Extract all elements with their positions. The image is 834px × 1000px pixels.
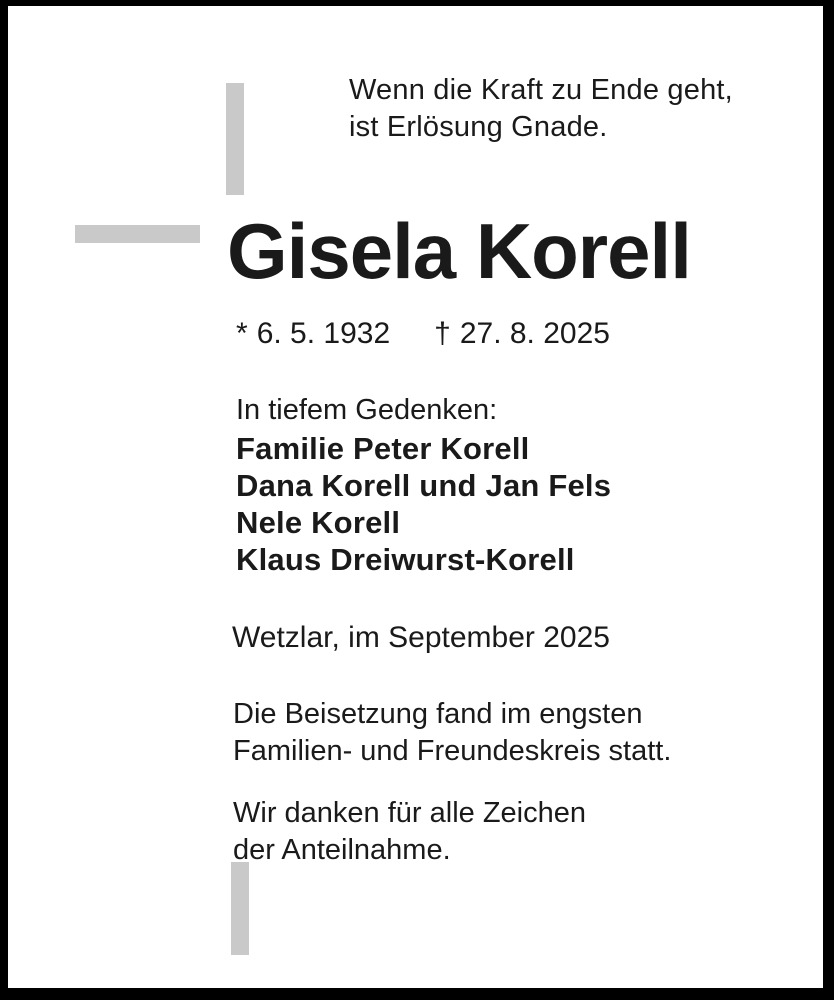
death-cross-icon: † <box>434 317 451 350</box>
mourners-list <box>236 430 611 578</box>
condolence-intro: In tiefem Gedenken: <box>236 394 498 426</box>
birth-star-icon: * <box>236 317 248 350</box>
funeral-note-line-1: Die Beisetzung fand im engsten <box>233 698 643 730</box>
motto-line-2: ist Erlösung Gnade. <box>349 111 608 143</box>
funeral-note-line-2: Familien- und Freundeskreis statt. <box>233 735 672 767</box>
mourner-name: Klaus Dreiwurst-Korell <box>236 542 575 577</box>
thanks-note-line-1: Wir danken für alle Zeichen <box>233 797 586 829</box>
thanks-note-line-2: der Anteilnahme. <box>233 834 451 866</box>
deceased-name: Gisela Korell <box>227 207 691 295</box>
decorative-bar-horizontal <box>75 225 200 243</box>
decorative-bar-vertical-bottom <box>231 862 249 955</box>
birth-date <box>236 316 390 352</box>
life-dates <box>236 316 610 352</box>
birth-date-value: 6. 5. 1932 <box>256 317 391 350</box>
decorative-bar-vertical-top <box>226 83 244 195</box>
place-and-date: Wetzlar, im September 2025 <box>232 621 610 654</box>
death-date <box>434 316 610 352</box>
death-date-value: 27. 8. 2025 <box>459 317 610 350</box>
motto <box>349 72 733 146</box>
obituary-card <box>8 6 823 988</box>
mourner-name: Dana Korell und Jan Fels <box>236 468 612 503</box>
mourner-name: Familie Peter Korell <box>236 431 530 466</box>
thanks-note <box>233 795 586 869</box>
mourner-name: Nele Korell <box>236 505 401 540</box>
motto-line-1: Wenn die Kraft zu Ende geht, <box>349 74 733 106</box>
funeral-note <box>233 696 671 770</box>
